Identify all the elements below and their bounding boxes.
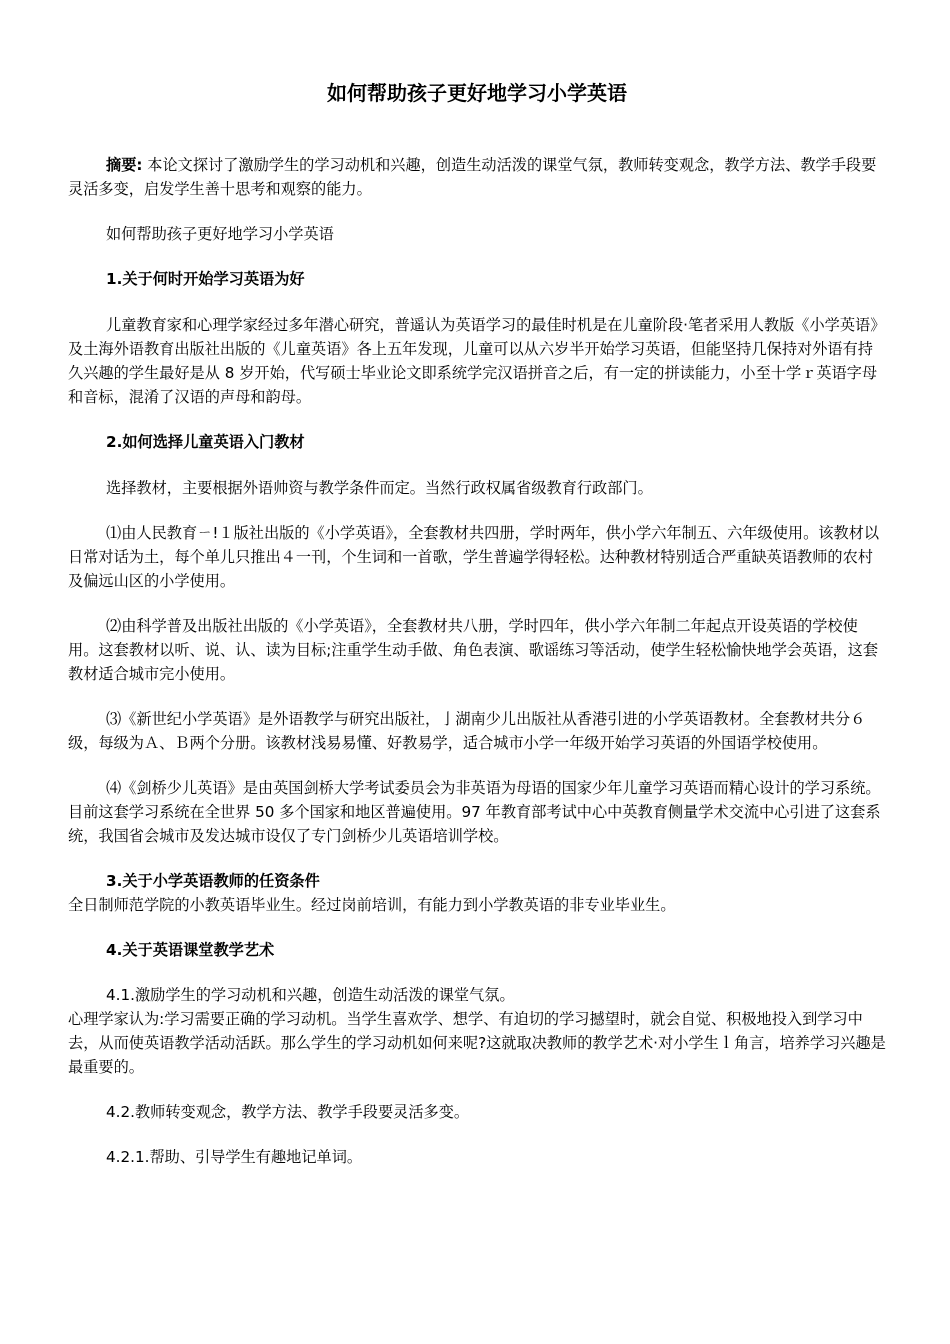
section-4-2-heading: 4.2.教师转变观念，教学方法、教学手段要灵活多变。 [106,1103,470,1121]
section-2-paragraph-3: ⑵由科学普及出版社出版的《小学英语》，全套教材共八册，学时四年，供小学六年制二年起点开设英语的学校使用。这套教材以听、说、认、读为目标;注重学生动手做、角色表演、歌谣练习等活动，使学生轻松愉快地学会英语，这套教材适合城市完小使用。 [68,617,879,683]
section-2-paragraph-5: ⑷《剑桥少儿英语》是由英国剑桥大学考试委员会为非英语为母语的国家少年儿童学习英语而精心设计的学习系统。目前这套学习系统在全世界 50 多个国家和地区普遍使用。97 年教育部考试中心中英教育侧量学术交流中心引进了这套系统，我国省会城市及发达城市设仅了专门剑桥少儿英语培训学校。 [68,779,881,845]
abstract-text: 本论文探讨了激励学生的学习动机和兴趣，创造生动活泼的课堂气氛，教师转变观念，教学方法、教学手段要灵活多变，启发学生善十思考和观察的能力。 [68,156,877,198]
section-4-1-paragraph: 心理学家认为:学习需要正确的学习动机。当学生喜欢学、想学、有迫切的学习撼望时，就会自觉、积极地投入到学习中去，从而使英语教学活动活跃。那么学生的学习动机如何来呢?这就取决教师的教学艺术·对小学生ｌ角言，培养学习兴趣是最重要的。 [68,1010,886,1076]
abstract-paragraph [68,153,886,201]
section-4-1-heading: 4.1.激励学生的学习动机和兴趣，创造生动活泼的课堂气氛。 [106,986,515,1004]
abstract-label: 摘要: [106,156,143,174]
section-4-heading: 4.关于英语课堂教学艺术 [106,941,275,959]
section-2-paragraph-4: ⑶《新世纪小学英语》是外语教学与研究出版社，亅湖南少儿出版社从香港引进的小学英语教材。全套教材共分６级，每级为Ａ、Ｂ两个分册。该教材浅易易懂、好教易学，适合城市小学一年级开始学习英语的外国语学校使用。 [68,710,866,752]
section-1-heading: 1.关于何时开始学习英语为好 [106,270,305,288]
section-4-2-1-heading: 4.2.1.帮助、引导学生有趣地记单词。 [106,1148,363,1166]
section-2-heading: 2.如何选择儿童英语入门教材 [106,433,305,451]
section-1-paragraph: 儿童教育家和心理学家经过多年潜心研究，普遥认为英语学习的最佳时机是在儿童阶段·笔者采用人教版《小学英语》及土海外语教育出版社出版的《儿童英语》各上五年发现，儿童可以从六岁半开始学习英语，但能坚持几保持对外语有持久兴趣的学生最好是从 8 岁开始，代写硕士毕业论文即系统学完汉语拼音之后，有一定的拼读能力，小至十学ｒ英语字母和音标，混淆了汉语的声母和韵母。 [68,316,886,406]
section-3-paragraph: 全日制师范学院的小教英语毕业生。经过岗前培训，有能力到小学教英语的非专业毕业生。 [68,896,676,914]
section-2-paragraph-2: ⑴由人民教育ㄧ!１版社出版的《小学英语》，全套教材共四册，学时两年，供小学六年制五、六年级使用。该教材以日常对话为土，每个单儿只推出４一刊，个生词和一首歌，学生普遍学得轻松。达种教材特别适合严重缺英语教师的农村及偏远山区的小学使用。 [68,524,880,590]
subtitle: 如何帮助孩子更好地学习小学英语 [106,225,334,243]
section-2-paragraph-1: 选择教材，主要根据外语帅资与教学条件而定。当然行政权属省级教育行政部门。 [106,479,653,497]
document-title: 如何帮助孩子更好地学习小学英语 [327,81,627,105]
section-3-heading: 3.关于小学英语教师的任资条件 [106,872,320,890]
document-page [68,0,886,1169]
